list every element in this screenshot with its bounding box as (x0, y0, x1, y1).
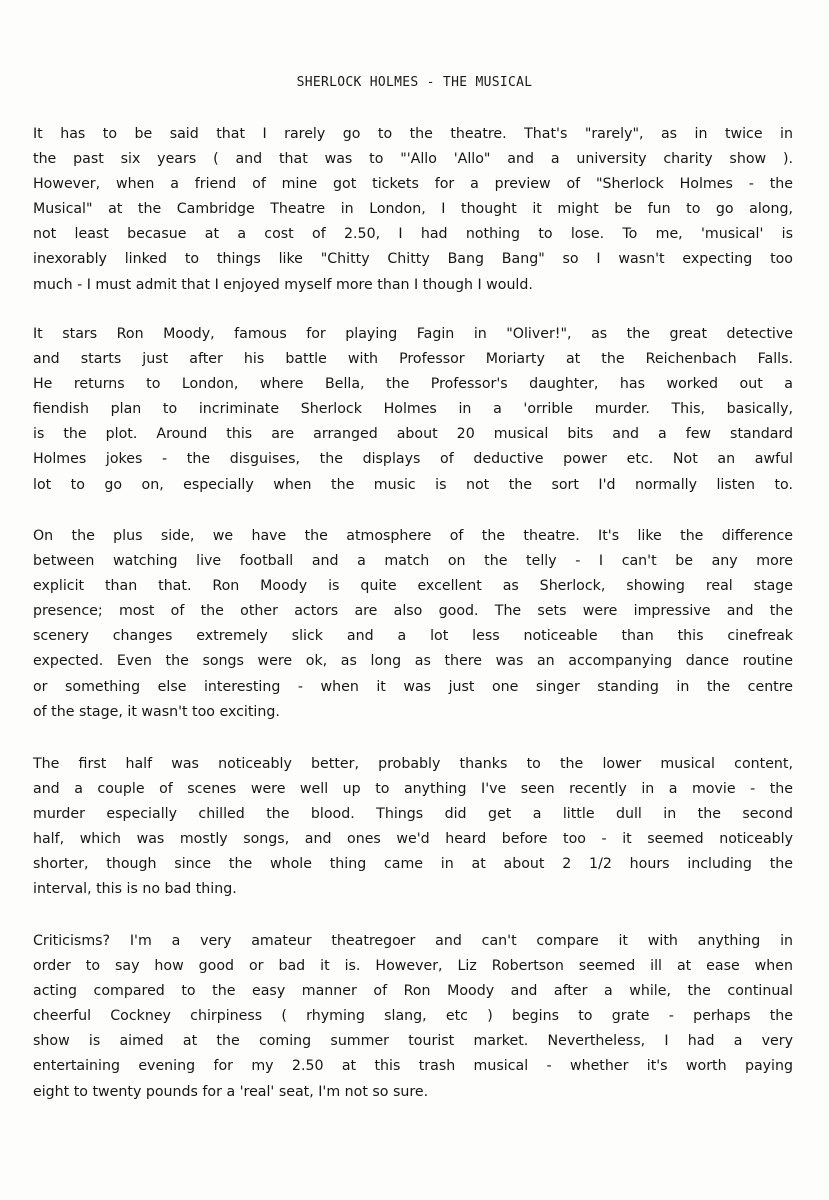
text-line: half, which was mostly songs, and ones we'd heard before too - it seemed noticeably (33, 831, 793, 848)
text-line: expected. Even the songs were ok, as long as there was an accompanying dance routine (33, 653, 793, 670)
paragraph-2 (33, 322, 793, 498)
text-line: eight to twenty pounds for a 'real' seat, I'm not so sure. (33, 1083, 429, 1100)
text-line: explicit than that. Ron Moody is quite excellent as Sherlock, showing real stage (33, 578, 793, 595)
text-line: much - I must admit that I enjoyed myself more than I though I would. (33, 276, 533, 293)
text-line: Criticisms? I'm a very amateur theatregoer and can't compare it with anything in (33, 933, 793, 949)
text-line: presence; most of the other actors are also good. The sets were impressive and the (33, 603, 793, 620)
text-line: show is aimed at the coming summer tourist market. Nevertheless, I had a very (33, 1033, 793, 1050)
text-line: On the plus side, we have the atmosphere of the theatre. It's like the difference (33, 528, 793, 544)
text-line: not least becasue at a cost of 2.50, I had nothing to lose. To me, 'musical' is (33, 226, 793, 243)
text-line: cheerful Cockney chirpiness ( rhyming slang, etc ) begins to grate - perhaps the (33, 1008, 793, 1025)
text-line: between watching live football and a match on the telly - I can't be any more (33, 553, 793, 570)
text-line: It has to be said that I rarely go to the theatre. That's "rarely", as in twice in (33, 126, 793, 142)
text-line: the past six years ( and that was to "'Allo 'Allo" and a university charity show ). (33, 151, 793, 168)
text-line: or something else interesting - when it was just one singer standing in the centre (33, 678, 793, 695)
text-line: order to say how good or bad it is. However, Liz Robertson seemed ill at ease when (33, 958, 793, 975)
text-line: murder especially chilled the blood. Things did get a little dull in the second (33, 806, 793, 823)
text-line: lot to go on, especially when the music is not the sort I'd normally listen to. (33, 476, 793, 493)
text-line: inexorably linked to things like "Chitty Chitty Bang Bang" so I wasn't expecting too (33, 251, 793, 268)
text-line: However, when a friend of mine got tickets for a preview of "Sherlock Holmes - the (33, 176, 793, 193)
paragraph-5 (33, 929, 793, 1105)
text-line: He returns to London, where Bella, the Professor's daughter, has worked out a (33, 376, 793, 393)
text-line: of the stage, it wasn't too exciting. (33, 703, 280, 720)
text-line: is the plot. Around this are arranged about 20 musical bits and a few standard (33, 426, 793, 443)
text-line: Holmes jokes - the disguises, the displays of deductive power etc. Not an awful (33, 451, 793, 468)
text-line: The first half was noticeably better, probably thanks to the lower musical content, (33, 756, 793, 772)
text-line: It stars Ron Moody, famous for playing Fagin in "Oliver!", as the great detective (33, 326, 793, 342)
text-line: entertaining evening for my 2.50 at this trash musical - whether it's worth paying (33, 1058, 793, 1075)
text-line: and starts just after his battle with Professor Moriarty at the Reichenbach Falls. (33, 351, 793, 368)
text-line: and a couple of scenes were well up to anything I've seen recently in a movie - the (33, 781, 793, 798)
text-line: fiendish plan to incriminate Sherlock Holmes in a 'orrible murder. This, basically, (33, 401, 793, 418)
text-line: Musical" at the Cambridge Theatre in London, I thought it might be fun to go along, (33, 201, 793, 218)
paragraph-1 (33, 122, 793, 298)
text-line: interval, this is no bad thing. (33, 881, 237, 898)
paragraph-4 (33, 752, 793, 903)
text-line: scenery changes extremely slick and a lot less noticeable than this cinefreak (33, 628, 793, 645)
text-line: acting compared to the easy manner of Ron Moody and after a while, the continual (33, 983, 793, 1000)
text-line: shorter, though since the whole thing came in at about 2 1/2 hours including the (33, 856, 793, 873)
paragraph-3 (33, 524, 793, 725)
document-title: SHERLOCK HOLMES - THE MUSICAL (296, 75, 533, 90)
